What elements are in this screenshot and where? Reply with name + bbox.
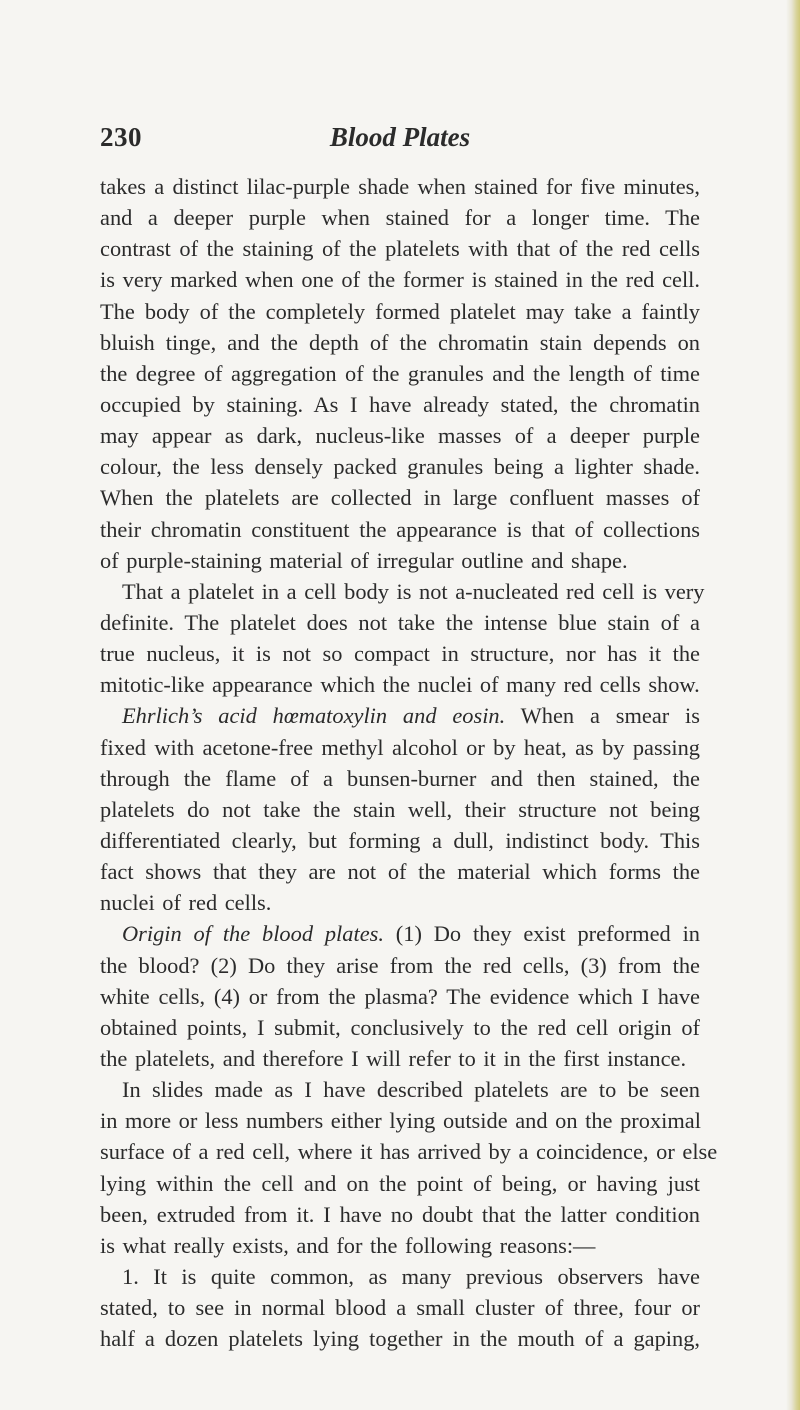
text-line: white cells, (4) or from the plasma? The evidence which I have bbox=[100, 983, 700, 1009]
running-title: Blood Plates bbox=[329, 122, 471, 152]
text-line: The body of the completely formed platelet may take a faintly bbox=[100, 298, 700, 324]
text-line: stated, to see in normal blood a small cluster of three, four or bbox=[100, 1295, 700, 1321]
text-line: lying within the cell and on the point of being, or having just bbox=[100, 1170, 700, 1196]
text-line: nuclei of red cells. bbox=[100, 890, 272, 916]
section-heading: Origin of the blood plates. bbox=[122, 921, 384, 947]
text-line: obtained points, I submit, conclusively to the red cell origin of bbox=[100, 1014, 700, 1040]
text-line: is what really exists, and for the following reasons:— bbox=[100, 1232, 596, 1258]
text-line: bluish tinge, and the depth of the chromatin stain depends on bbox=[100, 329, 700, 355]
text-line: been, extruded from it. I have no doubt that the latter condition bbox=[100, 1201, 700, 1227]
page-number: 230 bbox=[100, 122, 142, 152]
text-line: That a platelet in a cell body is not a-nucleated red cell is very bbox=[122, 578, 705, 604]
text-line: differentiated clearly, but forming a dull, indistinct body. This bbox=[100, 827, 700, 853]
page-edge-shadow bbox=[786, 0, 800, 1410]
text-line: In slides made as I have described platelets are to be seen bbox=[122, 1077, 700, 1103]
text-line: and a deeper purple when stained for a longer time. The bbox=[100, 205, 700, 231]
text-run: (1) Do they exist preformed in bbox=[383, 921, 700, 947]
text-line: their chromatin constituent the appearance is that of collections bbox=[100, 516, 700, 542]
text-line: of purple-staining material of irregular outline and shape. bbox=[100, 547, 628, 573]
text-line: platelets do not take the stain well, their structure not being bbox=[100, 796, 700, 822]
text-line: half a dozen platelets lying together in the mouth of a gaping, bbox=[100, 1326, 700, 1352]
text-run: When a smear is bbox=[505, 703, 700, 729]
section-heading: Ehrlich’s acid hœmatoxylin and eosin. bbox=[122, 703, 506, 729]
text-line: is very marked when one of the former is stained in the red cell. bbox=[100, 267, 700, 293]
text-line: contrast of the staining of the platelets with that of the red cells bbox=[100, 236, 700, 262]
text-line: the blood? (2) Do they arise from the red cells, (3) from the bbox=[100, 952, 700, 978]
text-line: fixed with acetone-free methyl alcohol or by heat, as by passing bbox=[100, 734, 700, 760]
text-line: through the flame of a bunsen-burner and then stained, the bbox=[100, 765, 700, 791]
text-line: in more or less numbers either lying outside and on the proximal bbox=[100, 1108, 701, 1134]
text-line: may appear as dark, nucleus-like masses of a deeper purple bbox=[100, 423, 700, 449]
text-line: colour, the less densely packed granules being a lighter shade. bbox=[100, 454, 700, 480]
page-header bbox=[100, 122, 700, 162]
text-line: surface of a red cell, where it has arrived by a coincidence, or else bbox=[100, 1139, 718, 1165]
text-line: 1. It is quite common, as many previous observers have bbox=[122, 1263, 700, 1289]
text-line: mitotic-like appearance which the nuclei of many red cells show. bbox=[100, 672, 700, 698]
text-line bbox=[100, 700, 700, 731]
text-line: When the platelets are collected in large confluent masses of bbox=[100, 485, 700, 511]
text-line bbox=[100, 918, 700, 949]
text-line: definite. The platelet does not take the intense blue stain of a bbox=[100, 609, 700, 635]
text-line: true nucleus, it is not so compact in structure, nor has it the bbox=[100, 641, 700, 667]
body-text bbox=[100, 171, 718, 1354]
text-line: takes a distinct lilac-purple shade when stained for five minutes, bbox=[100, 174, 700, 199]
text-line: the platelets, and therefore I will refer to it in the first instance. bbox=[100, 1045, 687, 1071]
text-line: the degree of aggregation of the granules and the length of time bbox=[100, 360, 700, 386]
text-line: occupied by staining. As I have already stated, the chromatin bbox=[100, 391, 700, 417]
text-line: fact shows that they are not of the material which forms the bbox=[100, 859, 700, 885]
